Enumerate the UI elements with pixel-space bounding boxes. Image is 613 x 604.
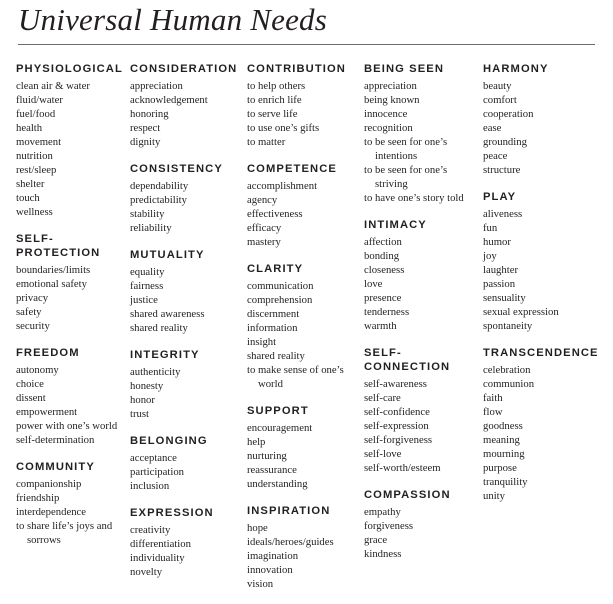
need-item: comfort bbox=[483, 94, 517, 106]
need-category bbox=[247, 504, 361, 591]
need-item: goodness bbox=[483, 420, 523, 432]
need-item: empathy bbox=[364, 506, 401, 518]
need-item: cooperation bbox=[483, 108, 534, 120]
need-item: beauty bbox=[483, 80, 512, 92]
category-heading: BEING SEEN bbox=[364, 63, 445, 75]
need-item: to serve life bbox=[247, 108, 298, 120]
need-item: flow bbox=[483, 406, 503, 418]
category-heading: COMPETENCE bbox=[247, 163, 337, 175]
need-item: forgiveness bbox=[364, 520, 414, 532]
need-item: self-awareness bbox=[364, 378, 427, 390]
need-item: wellness bbox=[16, 206, 53, 218]
need-item: to be seen for one’s striving bbox=[364, 164, 448, 190]
need-item: sensuality bbox=[483, 292, 526, 304]
category-heading: EXPRESSION bbox=[130, 507, 214, 519]
need-item: to be seen for one’s intentions bbox=[364, 136, 448, 162]
need-item: differentiation bbox=[130, 538, 191, 550]
needs-column bbox=[483, 62, 603, 516]
need-item: dignity bbox=[130, 136, 161, 148]
need-item: power with one’s world bbox=[16, 420, 118, 432]
category-heading: PLAY bbox=[483, 191, 517, 203]
need-item: mourning bbox=[483, 448, 525, 460]
need-item: shared reality bbox=[130, 322, 188, 334]
need-category bbox=[16, 346, 128, 447]
need-item: mastery bbox=[247, 236, 281, 248]
need-item: hope bbox=[247, 522, 268, 534]
need-item: structure bbox=[483, 164, 521, 176]
need-item: inclusion bbox=[130, 480, 170, 492]
need-item: individuality bbox=[130, 552, 185, 564]
need-item: fun bbox=[483, 222, 498, 234]
category-heading: CONTRIBUTION bbox=[247, 63, 346, 75]
need-item: communication bbox=[247, 280, 314, 292]
need-category bbox=[130, 162, 244, 235]
need-item: being known bbox=[364, 94, 420, 106]
need-item: shared awareness bbox=[130, 308, 205, 320]
need-item: faith bbox=[483, 392, 503, 404]
need-category bbox=[247, 262, 361, 391]
need-category bbox=[364, 488, 480, 561]
need-item: honor bbox=[130, 394, 155, 406]
title-divider bbox=[18, 44, 595, 45]
need-item: reassurance bbox=[247, 464, 297, 476]
need-item: novelty bbox=[130, 566, 163, 578]
need-category bbox=[483, 62, 603, 177]
need-item: aliveness bbox=[483, 208, 523, 220]
category-heading: CLARITY bbox=[247, 263, 304, 275]
need-item: fairness bbox=[130, 280, 164, 292]
need-item: to matter bbox=[247, 136, 286, 148]
need-category bbox=[16, 62, 128, 219]
need-item: appreciation bbox=[364, 80, 417, 92]
need-category bbox=[247, 404, 361, 491]
need-item: laughter bbox=[483, 264, 519, 276]
need-item: emotional safety bbox=[16, 278, 87, 290]
need-item: stability bbox=[130, 208, 165, 220]
need-item: vision bbox=[247, 578, 274, 590]
need-item: friendship bbox=[16, 492, 60, 504]
need-category bbox=[247, 62, 361, 149]
need-category bbox=[130, 62, 244, 149]
need-item: self-forgiveness bbox=[364, 434, 433, 446]
need-item: to help others bbox=[247, 80, 306, 92]
category-heading: SELF-PROTECTION bbox=[16, 233, 101, 259]
need-item: help bbox=[247, 436, 266, 448]
need-item: to use one’s gifts bbox=[247, 122, 320, 134]
need-item: insight bbox=[247, 336, 277, 348]
need-item: shared reality bbox=[247, 350, 305, 362]
need-item: warmth bbox=[364, 320, 397, 332]
category-heading: INSPIRATION bbox=[247, 505, 331, 517]
need-item: kindness bbox=[364, 548, 402, 560]
need-item: clean air & water bbox=[16, 80, 90, 92]
need-item: to share life’s joys and sorrows bbox=[16, 520, 113, 546]
category-heading: MUTUALITY bbox=[130, 249, 205, 261]
category-heading: INTEGRITY bbox=[130, 349, 200, 361]
category-heading: SUPPORT bbox=[247, 405, 309, 417]
need-item: imagination bbox=[247, 550, 299, 562]
need-item: privacy bbox=[16, 292, 49, 304]
need-item: self-determination bbox=[16, 434, 95, 446]
category-heading: INTIMACY bbox=[364, 219, 427, 231]
need-item: discernment bbox=[247, 308, 300, 320]
need-item: recognition bbox=[364, 122, 413, 134]
need-item: acknowledgement bbox=[130, 94, 208, 106]
need-item: trust bbox=[130, 408, 150, 420]
need-item: nurturing bbox=[247, 450, 287, 462]
needs-column bbox=[364, 62, 480, 574]
need-item: to enrich life bbox=[247, 94, 302, 106]
category-heading: HARMONY bbox=[483, 63, 549, 75]
need-item: self-worth/esteem bbox=[364, 462, 441, 474]
need-item: efficacy bbox=[247, 222, 282, 234]
need-item: dependability bbox=[130, 180, 189, 192]
need-item: communion bbox=[483, 378, 535, 390]
need-item: encouragement bbox=[247, 422, 313, 434]
category-heading: BELONGING bbox=[130, 435, 208, 447]
need-item: effectiveness bbox=[247, 208, 303, 220]
need-item: affection bbox=[364, 236, 402, 248]
need-item: fluid/water bbox=[16, 94, 63, 106]
need-item: safety bbox=[16, 306, 42, 318]
need-item: nutrition bbox=[16, 150, 53, 162]
need-item: bonding bbox=[364, 250, 400, 262]
page-title: Universal Human Needs bbox=[18, 2, 327, 37]
need-item: touch bbox=[16, 192, 40, 204]
need-item: boundaries/limits bbox=[16, 264, 91, 276]
need-item: presence bbox=[364, 292, 402, 304]
category-heading: CONSISTENCY bbox=[130, 163, 223, 175]
need-item: joy bbox=[483, 250, 497, 262]
need-item: accomplishment bbox=[247, 180, 318, 192]
need-item: authenticity bbox=[130, 366, 181, 378]
need-item: autonomy bbox=[16, 364, 59, 376]
need-item: ease bbox=[483, 122, 502, 134]
need-item: self-expression bbox=[364, 420, 429, 432]
need-item: fuel/food bbox=[16, 108, 56, 120]
need-item: ideals/heroes/guides bbox=[247, 536, 334, 548]
need-item: self-love bbox=[364, 448, 402, 460]
need-item: purpose bbox=[483, 462, 517, 474]
need-item: companionship bbox=[16, 478, 82, 490]
need-item: to have one’s story told bbox=[364, 192, 464, 204]
category-heading: FREEDOM bbox=[16, 347, 80, 359]
category-heading: COMMUNITY bbox=[16, 461, 95, 473]
need-item: tranquility bbox=[483, 476, 528, 488]
need-item: information bbox=[247, 322, 298, 334]
need-item: sexual expression bbox=[483, 306, 559, 318]
need-category bbox=[130, 506, 244, 579]
need-item: justice bbox=[130, 294, 158, 306]
need-item: participation bbox=[130, 466, 185, 478]
need-item: humor bbox=[483, 236, 511, 248]
need-item: closeness bbox=[364, 264, 405, 276]
need-item: comprehension bbox=[247, 294, 313, 306]
need-item: interdependence bbox=[16, 506, 87, 518]
need-category bbox=[247, 162, 361, 249]
need-item: creativity bbox=[130, 524, 171, 536]
category-heading: PHYSIOLOGICAL bbox=[16, 63, 123, 75]
need-category bbox=[130, 434, 244, 493]
need-item: grounding bbox=[483, 136, 527, 148]
need-item: self-confidence bbox=[364, 406, 430, 418]
need-item: security bbox=[16, 320, 50, 332]
need-category bbox=[364, 346, 480, 475]
category-heading: TRANSCENDENCE bbox=[483, 347, 599, 359]
need-item: peace bbox=[483, 150, 508, 162]
need-item: predictability bbox=[130, 194, 187, 206]
needs-column bbox=[16, 62, 128, 560]
need-item: celebration bbox=[483, 364, 531, 376]
need-item: innocence bbox=[364, 108, 408, 120]
need-item: rest/sleep bbox=[16, 164, 57, 176]
need-category bbox=[130, 248, 244, 335]
need-item: choice bbox=[16, 378, 44, 390]
need-category bbox=[16, 460, 128, 547]
need-category bbox=[130, 348, 244, 421]
need-item: unity bbox=[483, 490, 505, 502]
need-item: shelter bbox=[16, 178, 45, 190]
need-item: innovation bbox=[247, 564, 293, 576]
need-item: dissent bbox=[16, 392, 46, 404]
need-item: health bbox=[16, 122, 43, 134]
need-item: self-care bbox=[364, 392, 401, 404]
need-item: appreciation bbox=[130, 80, 183, 92]
need-item: love bbox=[364, 278, 383, 290]
category-heading: COMPASSION bbox=[364, 489, 451, 501]
need-category bbox=[483, 190, 603, 333]
need-item: acceptance bbox=[130, 452, 177, 464]
need-item: understanding bbox=[247, 478, 308, 490]
need-item: spontaneity bbox=[483, 320, 533, 332]
category-heading: SELF-CONNECTION bbox=[364, 347, 451, 373]
need-category bbox=[16, 232, 128, 333]
need-item: passion bbox=[483, 278, 516, 290]
need-item: equality bbox=[130, 266, 165, 278]
category-heading: CONSIDERATION bbox=[130, 63, 238, 75]
need-item: reliability bbox=[130, 222, 172, 234]
need-item: to make sense of one’s world bbox=[247, 364, 344, 390]
need-item: empowerment bbox=[16, 406, 78, 418]
need-item: movement bbox=[16, 136, 62, 148]
need-item: grace bbox=[364, 534, 388, 546]
need-item: honoring bbox=[130, 108, 169, 120]
need-category bbox=[364, 218, 480, 333]
need-item: respect bbox=[130, 122, 161, 134]
need-item: agency bbox=[247, 194, 278, 206]
need-category bbox=[364, 62, 480, 205]
needs-column bbox=[247, 62, 361, 604]
need-item: tenderness bbox=[364, 306, 410, 318]
need-category bbox=[483, 346, 603, 503]
need-item: honesty bbox=[130, 380, 164, 392]
needs-column bbox=[130, 62, 244, 592]
need-item: meaning bbox=[483, 434, 520, 446]
